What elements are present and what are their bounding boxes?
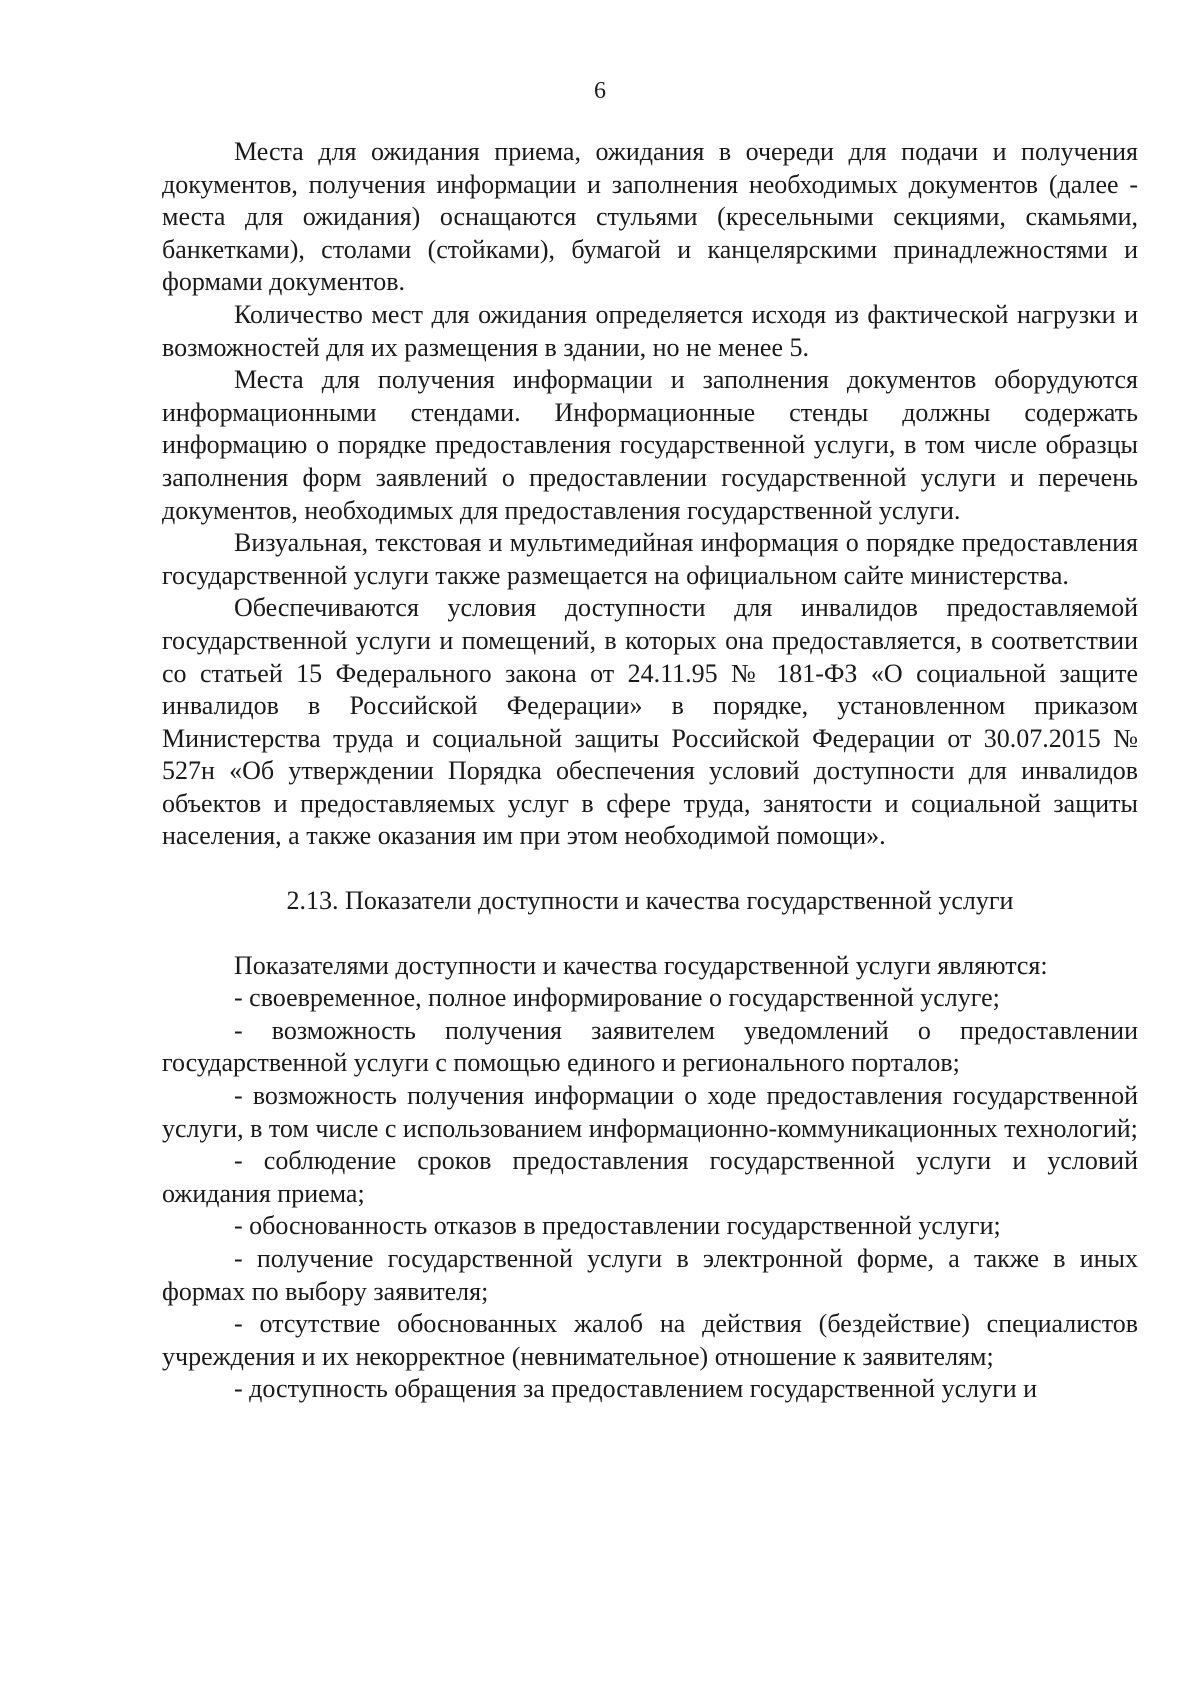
paragraph-waiting-places: Места для ожидания приема, ожидания в очереди для подачи и получения документов, получения информации и заполнения необходимых документов (далее - места для ожидания) оснащаются стульями (кресельными секциями, скамьями, банкетками), столами (стойками), бумагой и канцелярскими принадлежностями и формами документов.: [162, 137, 1138, 297]
page-number: 6: [594, 78, 606, 104]
section-intro: Показателями доступности и качества государственной услуги являются:: [234, 950, 1048, 980]
document-body: [162, 136, 1138, 1406]
list-item: - возможность получения заявителем уведомлений о предоставлении государственной услуги с помощью единого и регионального порталов;: [162, 1015, 1138, 1078]
list-item: - получение государственной услуги в электронной форме, а также в иных формах по выбору заявителя;: [162, 1244, 1138, 1306]
list-item: - возможность получения информации о ходе предоставления государственной услуги, в том числе с использованием информационно-коммуникационных технологий;: [162, 1081, 1138, 1143]
paragraph-information-stands: Места для получения информации и заполнения документов оборудуются информационными стендами. Информационные стенды должны содержать информацию о порядке предоставления государственной услуги, в том числе образцы заполнения форм заявлений о предоставлении государственной услуги и перечень документов, необходимых для предоставления государственной услуги.: [162, 365, 1138, 525]
list-item: - обоснованность отказов в предоставлении государственной услуги;: [234, 1211, 1001, 1241]
paragraph-multimedia-information: Визуальная, текстовая и мультимедийная информация о порядке предоставления государственной услуги также размещается на официальном сайте министерства.: [162, 528, 1138, 590]
paragraph-accessibility-conditions: Обеспечиваются условия доступности для инвалидов предоставляемой государственной услуги и помещений, в которых она предоставляется, в соответствии со статьей 15 Федерального закона от 24.11.95 № 181-ФЗ «О социальной защите инвалидов в Российской Федерации» в порядке, установленном приказом Министерства труда и социальной защиты Российской Федерации от 30.07.2015 № 527н «Об утверждении Порядка обеспечения условий доступности для инвалидов объектов и предоставляемых услуг в сфере труда, занятости и социальной защиты населения, а также оказания им при этом необходимой помощи».: [162, 593, 1138, 851]
list-item: - доступность обращения за предоставлением государственной услуги и: [234, 1374, 1038, 1404]
list-item: - соблюдение сроков предоставления государственной услуги и условий ожидания приема;: [162, 1146, 1138, 1208]
list-item: - своевременное, полное информирование о государственной услуге;: [234, 983, 1000, 1013]
list-item: - отсутствие обоснованных жалоб на действия (бездействие) специалистов учреждения и их некорректное (невнимательное) отношение к заявителям;: [162, 1309, 1138, 1371]
section-heading: 2.13. Показатели доступности и качества государственной услуги: [286, 886, 1014, 916]
paragraph-number-of-places: Количество мест для ожидания определяется исходя из фактической нагрузки и возможностей для их размещения в здании, но не менее 5.: [162, 299, 1138, 362]
